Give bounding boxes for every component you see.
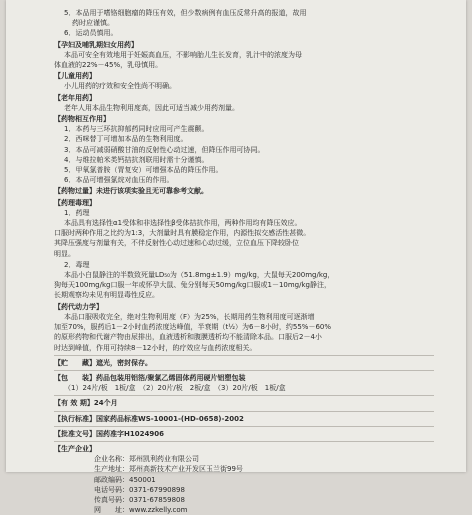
approval-field: 【批准文号】国药准字H1024906 [54,429,164,438]
elderly-text: 老年人用本品生物利用度高，因此可适当减少用药剂量。 [64,103,239,112]
interaction-item: 1．本药与三环抗抑郁药同时应用可产生震颤。 [64,125,209,134]
pregnancy-heading: 【孕妇及哺乳期妇女用药】 [54,40,138,49]
interaction-item: 6．本品可增强氯烷对血压的作用。 [64,176,174,185]
pregnancy-text-1: 本品可安全有效地用于妊娠高血压，不影响胎儿生长发育，乳汁中的浓度为母 [64,50,302,59]
interaction-item: 2．西咪替丁可增加本品的生物利用度。 [64,135,188,144]
website: 网 址：www.zzkelly.com [94,506,188,515]
child-text: 小儿用药的疗效和安全性尚不明确。 [64,82,176,91]
company-address: 生产地址：郑州高新技术产业开发区玉兰街99号 [94,465,243,474]
pharmacology-subheading: 1．药理 [64,208,90,217]
validity-field: 【有 效 期】24个月 [54,399,118,408]
divider [54,411,434,412]
pharmacokinetics-heading: 【药代动力学】 [54,302,103,311]
toxicology-text: 长期观察均未见有明显毒性反应。 [54,291,159,300]
storage-field: 【贮 藏】遮光，密封保存。 [54,358,152,367]
phone-number: 电话号码：0371-67990898 [94,485,185,494]
interaction-item: 5．甲氧氯普胺（胃复安）可增强本品的降压作用。 [64,166,223,175]
interaction-heading: 【药物相互作用】 [54,115,110,124]
child-heading: 【儿童用药】 [54,72,96,81]
pharmacokinetics-text: 时达到峰值，作用可持续8－12小时，的疗效应与血药浓度相关。 [54,343,257,352]
pharmacology-heading: 【药理毒理】 [54,198,96,207]
precaution-5: 5．本品用于嗜铬细胞瘤的降压有效，但少数病例有血压反常升高的报道，故用 [64,9,307,17]
precaution-5-cont: 药时应谨慎。 [72,19,114,28]
fax-number: 传真号码：0371-67859808 [94,495,185,504]
divider [54,426,434,427]
pharmacokinetics-text: 的原形药物和代谢产物由尿排出，血液透析和腹膜透析均不能清除本品。口服后2－4小 [54,333,322,342]
company-name: 企业名称：郑州凯利药业有限公司 [94,455,199,464]
divider [54,441,434,442]
interaction-item: 4．与维拉帕米类钙拮抗剂联用时需十分谨慎。 [64,155,209,164]
pharmacology-text: 本品具有选择性α1受体和非选择性β受体拮抗作用，两种作用均有降压效应。 [64,219,302,228]
postal-code: 邮政编码：450001 [94,475,156,484]
leaflet-sheet [6,0,466,515]
pharmacokinetics-text: 本品口服吸收完全，绝对生物利用度（F）为25%，长期用药生物利用度可逐渐增 [64,312,315,321]
divider [54,370,434,371]
pharmacology-text: 口服时两种作用之比约为1:3，大剂量时具有膜稳定作用，内源性拟交感活性甚微。 [54,229,311,238]
pharmacokinetics-text: 加至70%，服药后1－2小时血药浓度达峰值，半衰期（t½）为6－8小时，约55%－60% [54,323,332,332]
precaution-6: 6．运动员慎用。 [64,29,118,38]
toxicology-text: 狗每天100mg/kg口服一年或怀孕大鼠、兔分别每天50mg/kg口服或1－10mg/kg静注， [54,281,331,290]
divider [54,355,434,356]
pharmacology-text: 其降压强度与剂量有关，不伴反射性心动过速和心动过缓，立位血压下降较卧位 [54,239,299,248]
toxicology-subheading: 2．毒理 [64,260,90,269]
toxicology-text: 本品小白鼠静注的半数致死量LD₅₀为（51.8mg±1.9）mg/kg，大鼠每天200mg/kg， [64,271,335,280]
pharmacology-text: 明显。 [54,249,75,258]
package-options: （1）24片/板 1板/盒 （2）20片/板 2板/盒 （3）20片/板 1板/盒 [64,384,286,393]
standard-field: 【执行标准】国家药品标准WS-10001-(HD-0658)-2002 [54,414,244,423]
overdose-heading: 【药物过量】未进行该项实验且无可靠参考文献。 [54,187,208,196]
leaflet-text [54,8,434,515]
pregnancy-text-2: 体血液的22%－45%，乳母慎用。 [54,61,163,70]
elderly-heading: 【老年用药】 [54,93,96,102]
divider [54,395,434,396]
manufacturer-heading: 【生产企业】 [54,444,96,453]
package-field: 【包 装】药品包装用铝箔/聚氯乙烯固体药用硬片铝塑包装 [54,373,246,382]
interaction-item: 3．本品可减弱硝酸甘油的反射性心动过速，但降压作用可协同。 [64,145,265,154]
